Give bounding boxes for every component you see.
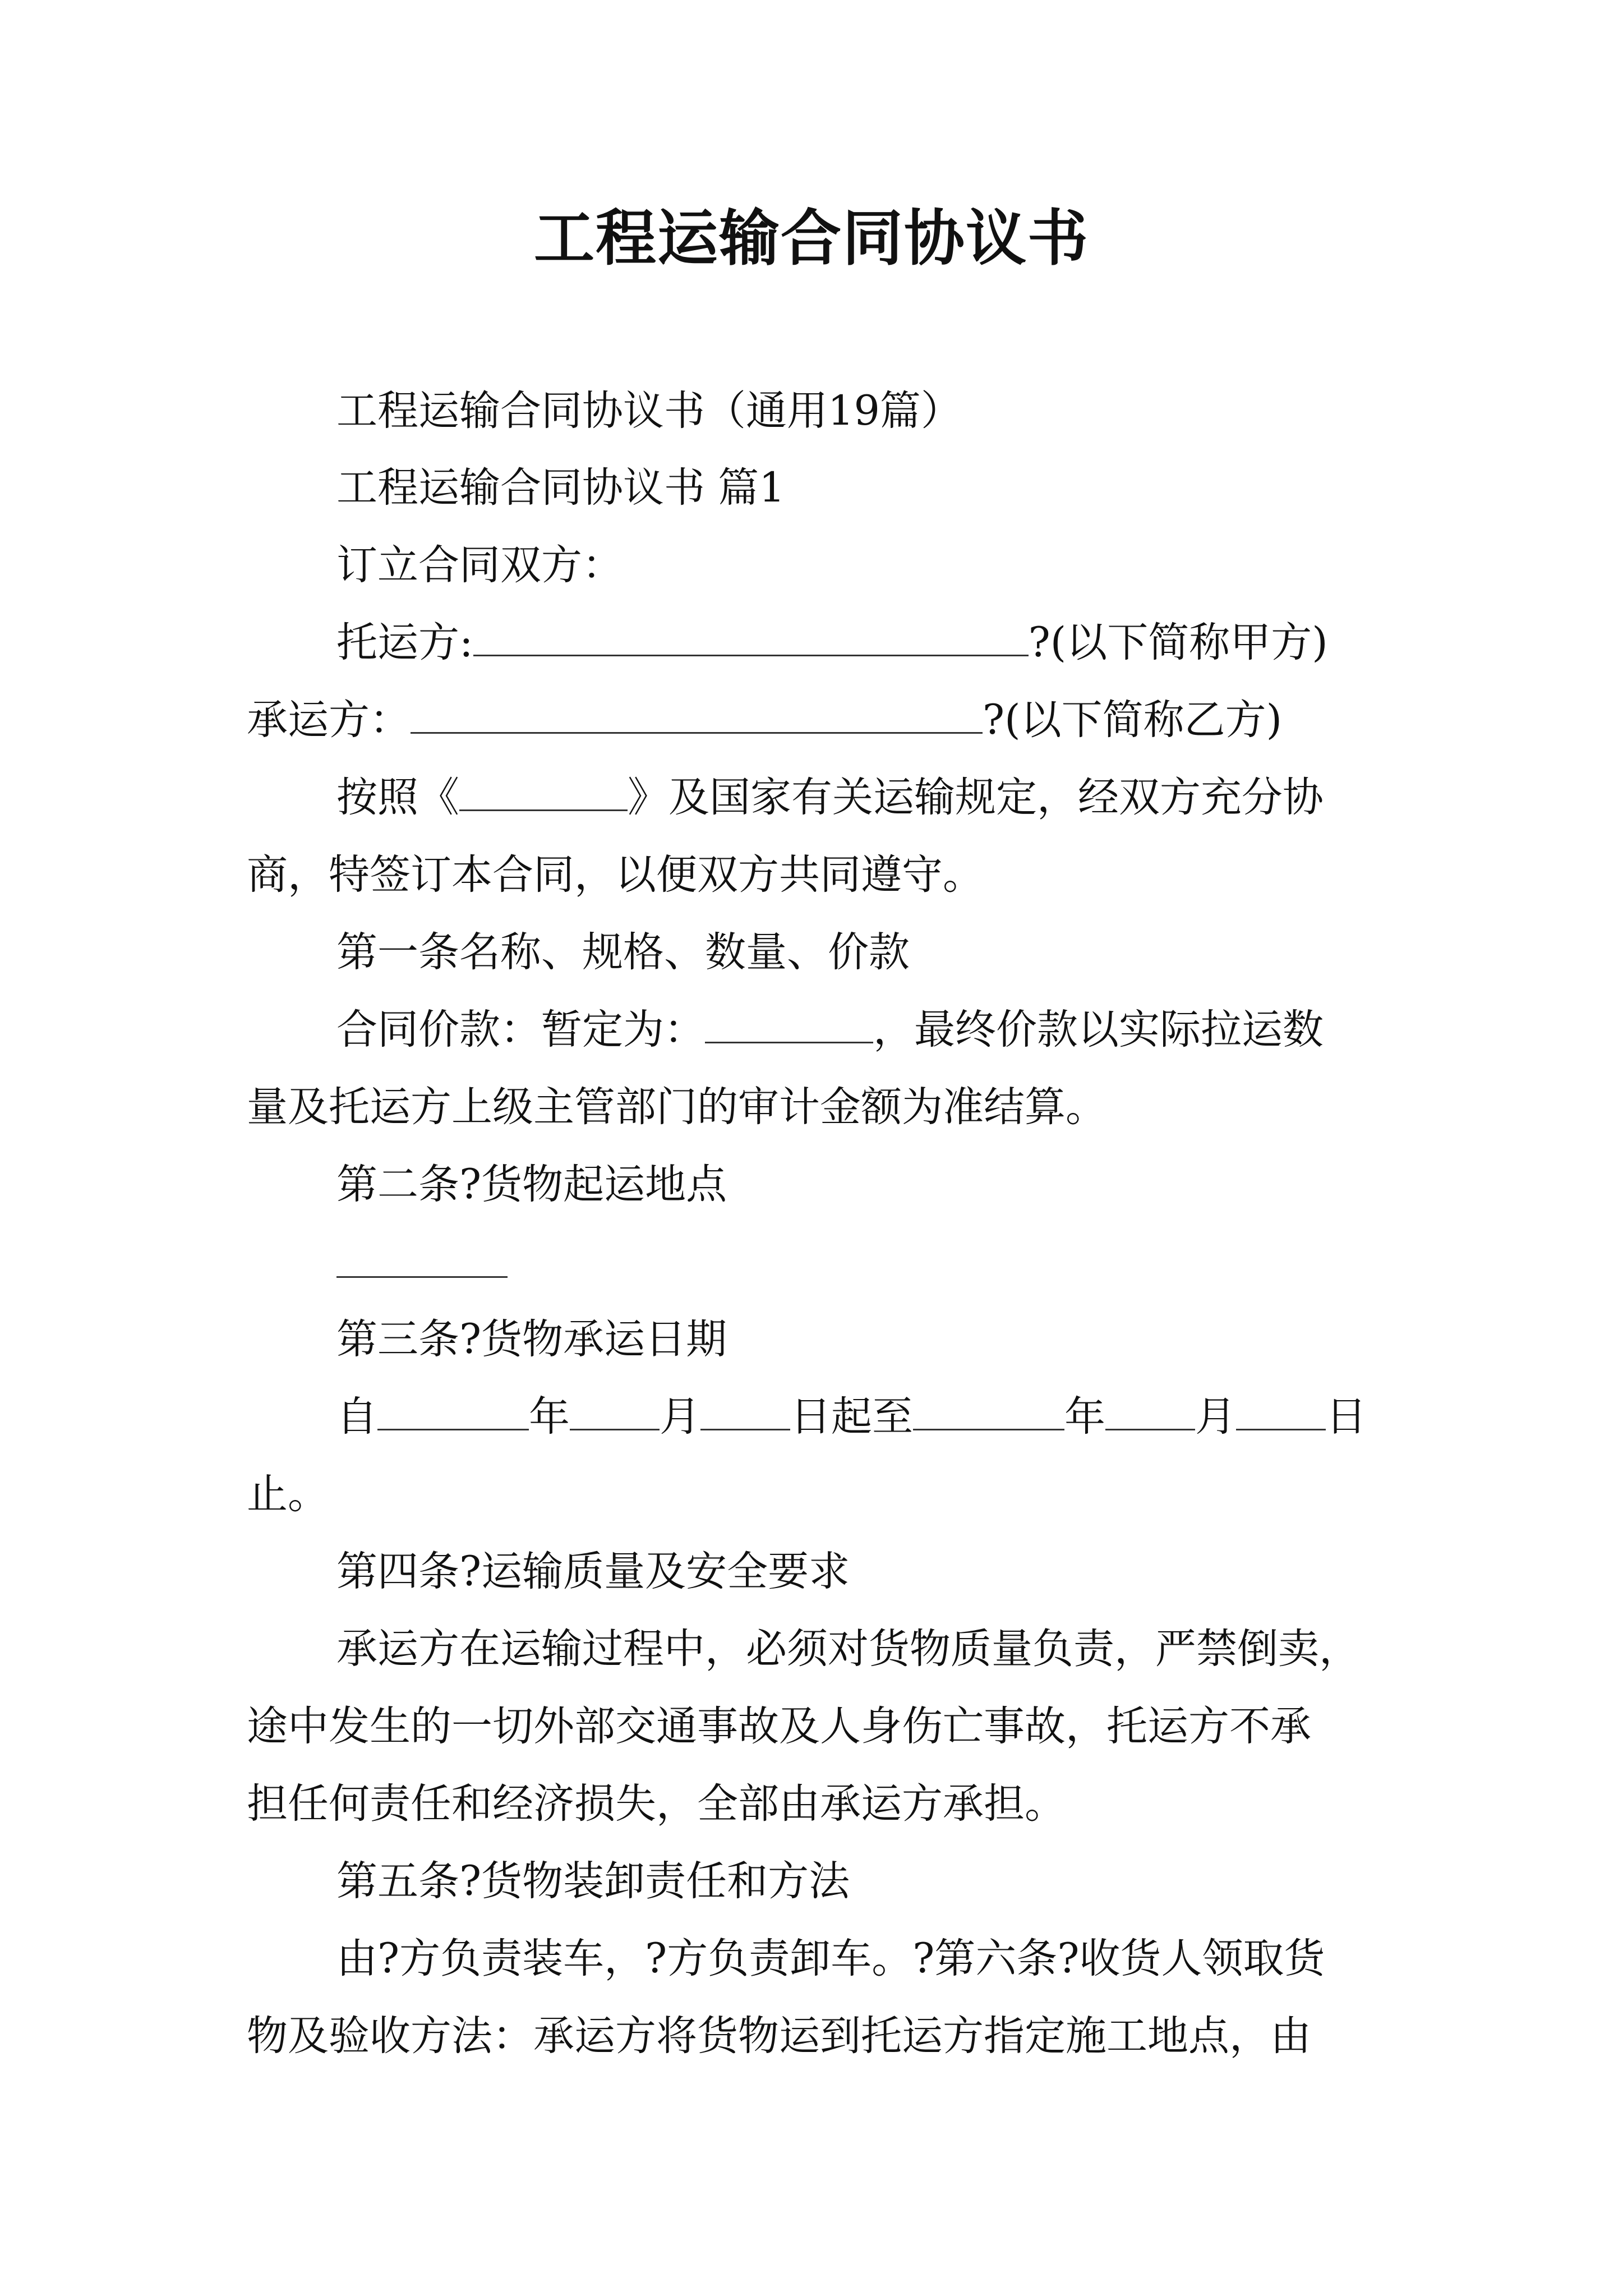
- price-line2: 量及托运方上级主管部门的审计金额为准结算。: [247, 1083, 1106, 1131]
- quality-line3: 担任何责任和经济损失，全部由承运方承担。: [247, 1780, 1066, 1828]
- month-label: 月: [660, 1393, 700, 1441]
- start-year-blank: [377, 1389, 529, 1430]
- loading-line1: 由?方负责装车，?方负责卸车。?第六条?收货人领取货: [336, 1935, 1325, 1982]
- price-text-a: 合同价款：暂定为：: [336, 1006, 705, 1053]
- quality-line1: 承运方在运输过程中，必须对货物质量负责，严禁倒卖，: [336, 1625, 1360, 1673]
- shipper-blank: [473, 615, 1029, 656]
- end-day-blank: [1236, 1389, 1326, 1430]
- date-range-end: 止。: [247, 1470, 329, 1518]
- shipper-suffix: ?(以下简称甲方): [1028, 619, 1328, 666]
- year-label: 年: [1064, 1393, 1105, 1441]
- section-heading: 工程运输合同协议书 篇1: [336, 464, 785, 512]
- date-from-label: 自: [336, 1393, 377, 1441]
- origin-blank-line: [336, 1276, 508, 1278]
- article4-heading: 第四条?运输质量及安全要求: [336, 1548, 850, 1595]
- carrier-line: [247, 692, 1385, 748]
- article1-heading: 第一条名称、规格、数量、价款: [336, 928, 910, 976]
- para1-text-a: 按照《: [336, 774, 459, 821]
- year-label: 年: [529, 1393, 570, 1441]
- carrier-suffix: ?(以下简称乙方): [983, 696, 1283, 744]
- month-label: 月: [1195, 1393, 1236, 1441]
- shipper-label: 托运方:: [336, 619, 473, 666]
- parties-intro: 订立合同双方：: [336, 541, 623, 589]
- document-title: 工程运输合同协议书: [533, 203, 1089, 274]
- loading-line2: 物及验收方法：承运方将货物运到托运方指定施工地点，由: [247, 2012, 1311, 2060]
- date-range-line: [247, 1389, 1475, 1445]
- document-subtitle: 工程运输合同协议书（通用19篇）: [336, 387, 962, 435]
- article3-heading: 第三条?货物承运日期: [336, 1315, 727, 1363]
- price-text-b: ，最终价款以实际拉运数: [873, 1006, 1324, 1053]
- price-blank: [705, 1002, 873, 1043]
- para1-text-b: 》及国家有关运输规定，经双方充分协: [628, 774, 1324, 821]
- article5-heading: 第五条?货物装卸责任和方法: [336, 1857, 850, 1905]
- price-line1: [247, 1002, 1475, 1058]
- quality-line2: 途中发生的一切外部交通事故及人身伤亡事故，托运方不承: [247, 1703, 1311, 1750]
- carrier-blank: [411, 693, 983, 734]
- para1-line2: 商，特签订本合同，以便双方共同遵守。: [247, 851, 984, 899]
- para1-line1: [247, 770, 1475, 826]
- law-name-blank: [459, 770, 628, 811]
- start-month-blank: [570, 1389, 660, 1430]
- day-label: 日: [1326, 1393, 1367, 1441]
- start-day-blank: [700, 1389, 790, 1430]
- article2-heading: 第二条?货物起运地点: [336, 1161, 727, 1208]
- shipper-line: [247, 615, 1475, 671]
- day-to-label: 日起至: [790, 1393, 913, 1441]
- end-year-blank: [913, 1389, 1064, 1430]
- carrier-label: 承运方：: [247, 696, 411, 744]
- end-month-blank: [1105, 1389, 1195, 1430]
